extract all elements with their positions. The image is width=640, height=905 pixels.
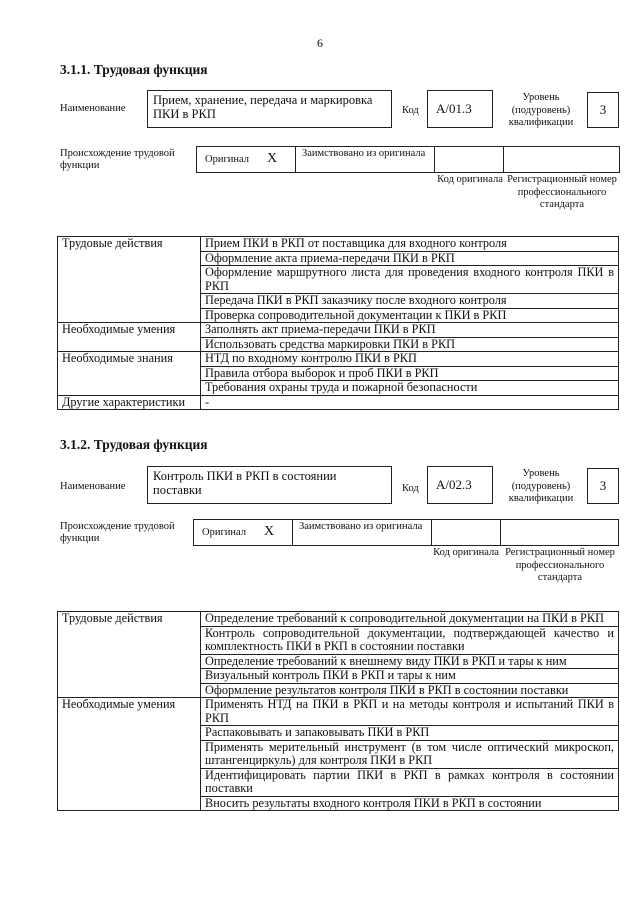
list-item: - [201, 395, 619, 410]
reg-number-cell [500, 519, 619, 546]
section-heading-3-1-1: 3.1.1. Трудовая функция [60, 62, 208, 77]
list-item: Требования охраны труда и пожарной безопасности [201, 381, 619, 396]
function-code-box: А/02.3 [427, 466, 493, 504]
borrowed-cell: Заимствовано из оригинала [292, 519, 432, 546]
origin-row [193, 519, 619, 546]
list-item: Передача ПКИ в РКП заказчику после входного контроля [201, 294, 619, 309]
list-item: Прием ПКИ в РКП от поставщика для входного контроля [201, 237, 619, 252]
list-item: Оформление маршрутного листа для проведения входного контроля ПКИ в РКП [201, 266, 619, 294]
group-label: Необходимые умения [58, 698, 201, 811]
name-label: Наименование [60, 481, 126, 492]
list-item: Использовать средства маркировки ПКИ в РКП [201, 337, 619, 352]
list-item: Оформление результатов контроля ПКИ в РКП в состоянии поставки [201, 683, 619, 698]
origin-code-note: Код оригинала [437, 174, 503, 185]
function-details-table [57, 236, 619, 410]
section-heading-3-1-2: 3.1.2. Трудовая функция [60, 437, 208, 452]
table-row [58, 352, 619, 367]
qualification-level-box: 3 [587, 92, 619, 128]
origin-code-cell [431, 519, 501, 546]
list-item: Определение требований к сопроводительной документации на ПКИ в РКП [201, 612, 619, 627]
table-row [58, 612, 619, 627]
original-mark: X [267, 151, 278, 166]
list-item: Вносить результаты входного контроля ПКИ в РКП в состоянии [201, 796, 619, 811]
reg-number-note: Регистрационный номер профессионального стандарта [505, 547, 615, 583]
origin-code-cell [434, 146, 504, 173]
group-label: Необходимые умения [58, 323, 201, 352]
table-row [58, 237, 619, 252]
function-name-box: Прием, хранение, передача и маркировка ПКИ в РКП [147, 90, 392, 128]
table-row [58, 395, 619, 410]
function-code-box: А/01.3 [427, 90, 493, 128]
original-cell [193, 519, 293, 546]
qualification-level-label: Уровень (подуровень) квалификации [508, 468, 574, 504]
group-label: Трудовые действия [58, 237, 201, 323]
reg-number-note: Регистрационный номер профессионального стандарта [507, 174, 617, 210]
code-label: Код [402, 105, 419, 116]
list-item: Контроль сопроводительной документации, подтверждающей качество и комплектность ПКИ в РКП в состоянии поставки [201, 626, 619, 654]
group-label: Необходимые знания [58, 352, 201, 396]
list-item: Применять НТД на ПКИ в РКП и на методы контроля и испытаний ПКИ в РКП [201, 698, 619, 726]
list-item: Визуальный контроль ПКИ в РКП и тары к ним [201, 669, 619, 684]
list-item: НТД по входному контролю ПКИ в РКП [201, 352, 619, 367]
table-row [58, 698, 619, 726]
origin-label: Происхождение трудовой функции [60, 148, 175, 171]
function-name-box: Контроль ПКИ в РКП в состоянии поставки [147, 466, 392, 504]
list-item: Проверка сопроводительной документации к ПКИ в РКП [201, 308, 619, 323]
qualification-level-box: 3 [587, 468, 619, 504]
list-item: Правила отбора выборок и проб ПКИ в РКП [201, 366, 619, 381]
page-number: 6 [317, 36, 323, 50]
code-label: Код [402, 483, 419, 494]
list-item: Определение требований к внешнему виду ПКИ в РКП и тары к ним [201, 654, 619, 669]
group-label: Другие характеристики [58, 395, 201, 410]
original-cell [196, 146, 296, 173]
origin-label: Происхождение трудовой функции [60, 521, 175, 544]
group-label: Трудовые действия [58, 612, 201, 698]
origin-row [196, 146, 620, 173]
original-mark: X [264, 524, 275, 539]
name-label: Наименование [60, 103, 126, 114]
function-details-table [57, 611, 619, 811]
borrowed-cell: Заимствовано из оригинала [295, 146, 435, 173]
list-item: Распаковывать и запаковывать ПКИ в РКП [201, 726, 619, 741]
table-row [58, 323, 619, 338]
reg-number-cell [503, 146, 620, 173]
list-item: Заполнять акт приема-передачи ПКИ в РКП [201, 323, 619, 338]
origin-code-note: Код оригинала [433, 547, 499, 558]
list-item: Идентифицировать партии ПКИ в РКП в рамках контроля в состоянии поставки [201, 768, 619, 796]
original-label: Оригинал [202, 527, 246, 538]
list-item: Применять мерительный инструмент (в том числе оптический микроскоп, штангенциркуль) для контроля ПКИ в РКП [201, 740, 619, 768]
original-label: Оригинал [205, 154, 249, 165]
list-item: Оформление акта приема-передачи ПКИ в РКП [201, 251, 619, 266]
qualification-level-label: Уровень (подуровень) квалификации [508, 92, 574, 128]
